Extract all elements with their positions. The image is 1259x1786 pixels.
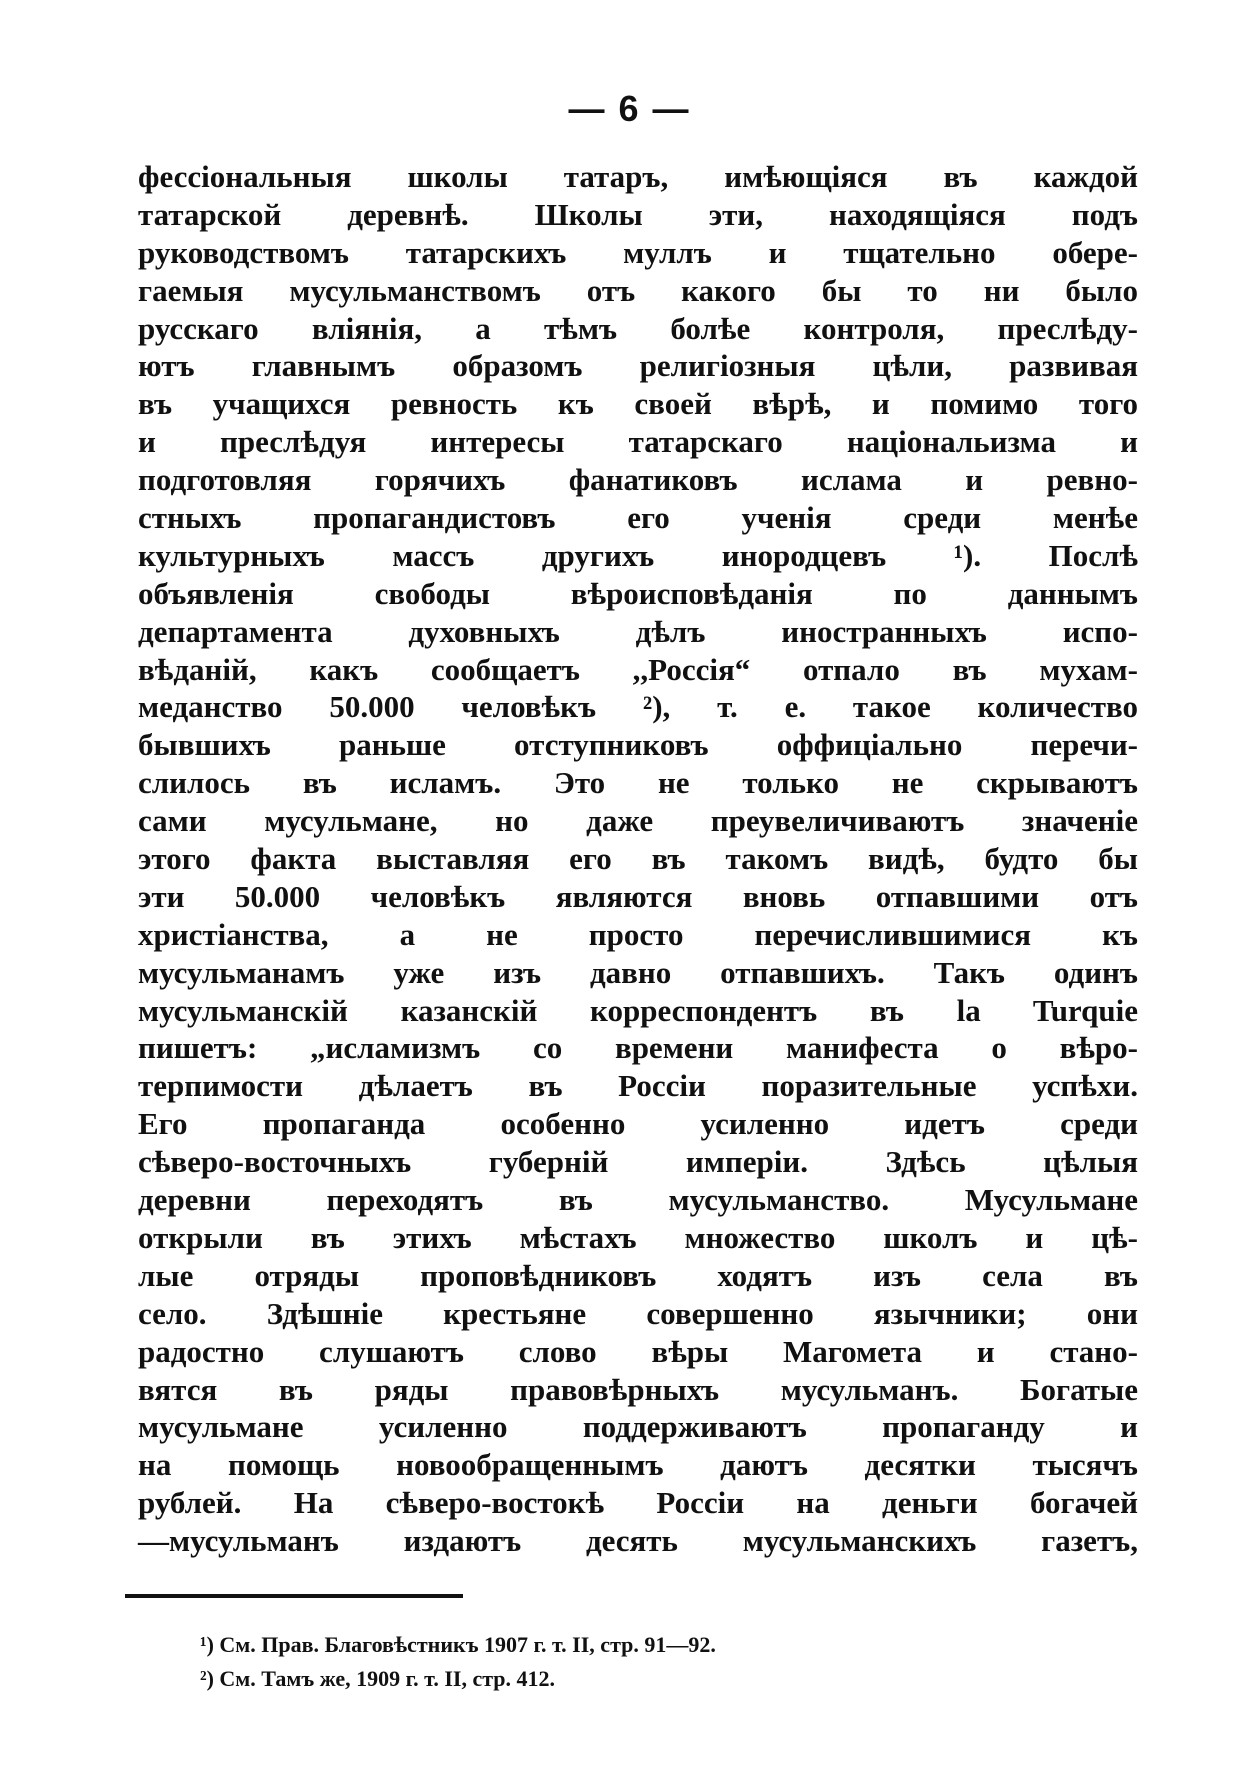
text-line: руководствомъ татарскихъ муллъ и тщательно оберe- bbox=[138, 234, 1138, 270]
text-line: открыли въ этихъ мѣстахъ множество школъ и цѣ- bbox=[138, 1219, 1138, 1255]
text-line: слилось въ исламъ. Это не только не скрываютъ bbox=[138, 765, 1138, 801]
text-line: вѣданій, какъ сообщаетъ ,,Россія“ отпало въ мухам- bbox=[138, 651, 1138, 687]
text-line: рублей. На сѣверо-востокѣ Россіи на деньги богачей bbox=[138, 1485, 1138, 1521]
page-number: — 6 — bbox=[568, 88, 691, 129]
text-line: гаемыя мусульманствомъ отъ какого бы то ни было bbox=[138, 272, 1138, 308]
text-line: село. Здѣшніе крестьяне совершенно язычники; они bbox=[138, 1295, 1138, 1331]
text-line: меданство 50.000 человѣкъ ²), т. е. такое количество bbox=[138, 689, 1138, 725]
text-line: мусульмане усиленно поддерживаютъ пропаганду и bbox=[138, 1409, 1138, 1445]
text-line: деревни переходятъ въ мусульманство. Мусульмане bbox=[138, 1182, 1138, 1218]
text-line: объявленія свободы вѣроисповѣданія по даннымъ bbox=[138, 575, 1138, 611]
footnote-divider bbox=[125, 1594, 463, 1598]
text-line: мусульманамъ уже изъ давно отпавшихъ. Такъ одинъ bbox=[138, 954, 1138, 990]
text-line: Его пропаганда особенно усиленно идетъ среди bbox=[138, 1106, 1138, 1142]
text-line: христіанства, а не просто перечислившимися къ bbox=[138, 916, 1138, 952]
text-line: пишетъ: „исламизмъ со времени манифеста о вѣро- bbox=[138, 1030, 1138, 1066]
text-line: лые отряды проповѣдниковъ ходятъ изъ села въ bbox=[138, 1257, 1138, 1293]
text-line: бывшихъ раньше отступниковъ оффиціально перечи- bbox=[138, 727, 1138, 763]
body-text bbox=[138, 158, 1138, 1560]
text-line: мусульманскій казанскій корреспондентъ въ la Turquie bbox=[138, 992, 1138, 1028]
footnote-1: ¹) См. Прав. Благовѣстникъ 1907 г. т. II, стр. 91—92. bbox=[200, 1632, 716, 1657]
text-line: этого факта выставляя его въ такомъ видѣ, будто бы bbox=[138, 841, 1138, 877]
text-line: радостно слушаютъ слово вѣры Магомета и стано- bbox=[138, 1333, 1138, 1369]
text-line: культурныхъ массъ другихъ инородцевъ ¹). Послѣ bbox=[138, 537, 1138, 573]
text-line: сами мусульмане, но даже преувеличиваютъ значеніе bbox=[138, 803, 1138, 839]
text-line: вятся въ ряды правовѣрныхъ мусульманъ. Богатые bbox=[138, 1371, 1138, 1407]
text-line: —мусульманъ издаютъ десять мусульманскихъ газетъ, bbox=[138, 1523, 1138, 1559]
text-line: департамента духовныхъ дѣлъ иностранныхъ испо- bbox=[138, 613, 1138, 649]
text-line: ютъ главнымъ образомъ религіозныя цѣли, развивая bbox=[138, 348, 1138, 384]
text-line: эти 50.000 человѣкъ являются вновь отпавшими отъ bbox=[138, 878, 1138, 914]
text-line: въ учащихся ревность къ своей вѣрѣ, и помимо того bbox=[138, 386, 1138, 422]
text-line: подготовляя горячихъ фанатиковъ ислама и ревно- bbox=[138, 462, 1138, 498]
text-line: татарской деревнѣ. Школы эти, находящіяся подъ bbox=[138, 196, 1138, 232]
footnotes bbox=[200, 1628, 1000, 1696]
text-line: стныхъ пропагандистовъ его ученія среди менѣе bbox=[138, 500, 1138, 536]
text-line: сѣверо-восточныхъ губерній имперіи. Здѣсь цѣлыя bbox=[138, 1144, 1138, 1180]
text-line: фессіональныя школы татаръ, имѣющіяся въ каждой bbox=[138, 159, 1138, 194]
footnote-2: ²) См. Тамъ же, 1909 г. т. II, стр. 412. bbox=[200, 1666, 556, 1691]
text-line: терпимости дѣлаетъ въ Россіи поразительные успѣхи. bbox=[138, 1068, 1138, 1104]
text-line: и преслѣдуя интересы татарскаго національизма и bbox=[138, 424, 1138, 460]
text-line: на помощь новообращеннымъ даютъ десятки тысячъ bbox=[138, 1447, 1138, 1483]
text-line: русскаго вліянія, а тѣмъ болѣе контроля, преслѣду- bbox=[138, 310, 1138, 346]
